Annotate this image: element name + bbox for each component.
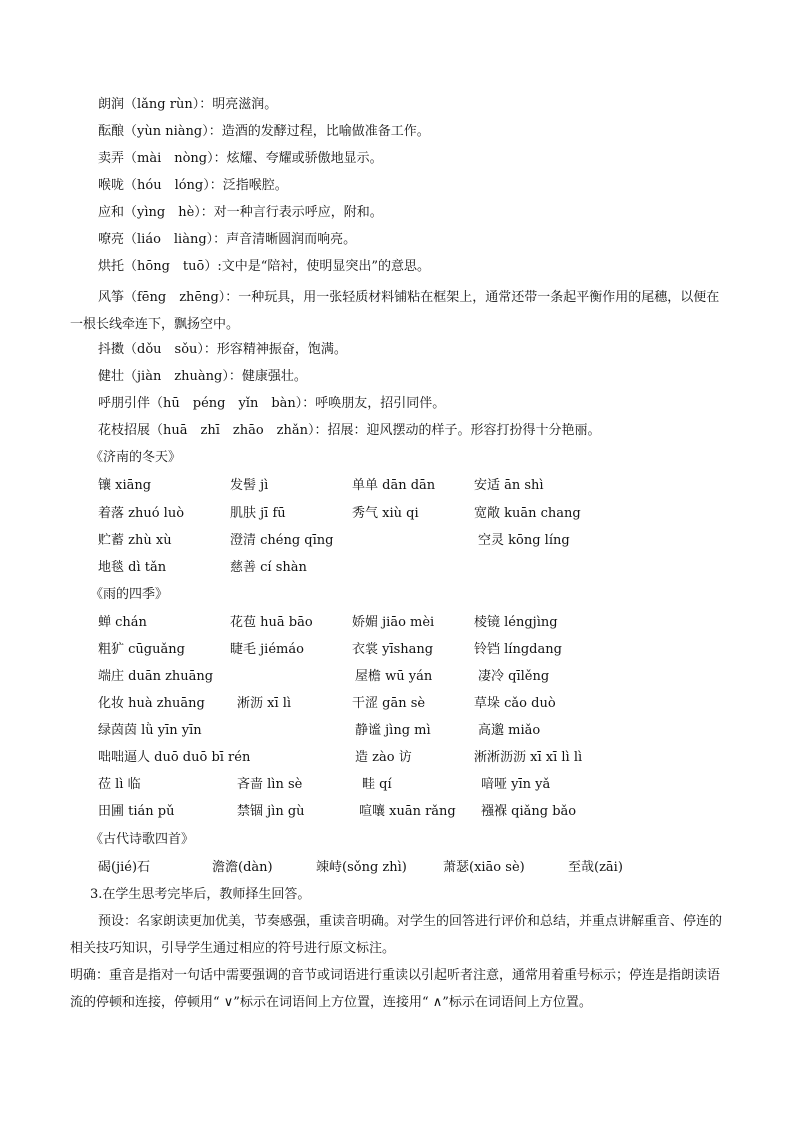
word-entry: 碣(jié)石 — [98, 860, 151, 875]
word-entry: 娇媚 jiāo mèi — [352, 615, 435, 630]
vocab-definition: 风筝（fēng zhēng）：一种玩具，用一张轻质材料铺粘在框架上，通常还带一条起平衡作用的尾穗，以便在一根长线牵连下，飘扬空中。 — [70, 290, 720, 332]
word-entry: 澄清 chéng qīng — [230, 533, 334, 548]
word-entry: 静谧 jìng mì — [355, 723, 431, 738]
word-entry: 淅沥 xī lì — [237, 696, 292, 711]
word-entry: 干涩 gān sè — [352, 696, 426, 711]
word-entry: 吝啬 lìn sè — [237, 777, 303, 792]
word-entry: 粗犷 cūguǎng — [98, 642, 185, 657]
section-title-jinan: 《济南的冬天》 — [90, 450, 182, 465]
word-entry: 端庄 duān zhuāng — [98, 669, 214, 684]
vocab-definition: 烘托（hōng tuō）:文中是“陪衬，使明显突出”的意思。 — [98, 259, 430, 274]
word-entry: 绿茵茵 lǜ yīn yīn — [98, 723, 202, 738]
word-entry: 襁褓 qiǎng bǎo — [481, 804, 577, 819]
vocab-definition: 嘹亮（liáo liàng）：声音清晰圆润而响亮。 — [98, 232, 357, 247]
vocab-definition: 健壮（jiàn zhuàng）：健康强壮。 — [98, 369, 307, 384]
word-entry: 睫毛 jiémáo — [230, 642, 304, 657]
word-entry: 铃铛 língdang — [474, 642, 562, 657]
word-entry: 草垛 cǎo duò — [474, 696, 556, 711]
word-entry: 竦峙(sǒng zhì) — [316, 860, 407, 875]
word-entry: 蝉 chán — [98, 615, 147, 630]
word-entry: 衣裳 yīshang — [352, 642, 434, 657]
word-entry: 喑哑 yīn yǎ — [481, 777, 551, 792]
word-entry: 肌肤 jī fū — [230, 506, 286, 521]
word-entry: 棱镜 léngjìng — [474, 615, 558, 630]
word-entry: 地毯 dì tǎn — [98, 560, 167, 575]
word-entry: 凄冷 qīlěng — [478, 669, 550, 684]
vocab-definition: 酝酿（yùn niàng）：造酒的发酵过程，比喻做准备工作。 — [98, 124, 430, 139]
word-entry: 淅淅沥沥 xī xī lì lì — [474, 750, 583, 765]
word-entry: 禁锢 jìn gù — [237, 804, 305, 819]
word-entry: 安适 ān shì — [474, 478, 544, 493]
word-entry: 田圃 tián pǔ — [98, 804, 175, 819]
preset-paragraph: 预设：名家朗读更加优美，节奏感强，重读音明确。对学生的回答进行评价和总结，并重点讲解重音、停连的相关技巧知识，引导学生通过相应的符号进行原文标注。 — [70, 914, 723, 956]
word-entry: 秀气 xiù qi — [352, 506, 419, 521]
word-entry: 喧嚷 xuān rǎng — [359, 804, 456, 819]
word-entry: 发髻 jì — [230, 478, 269, 493]
word-entry: 萧瑟(xiāo sè) — [443, 860, 525, 875]
word-entry: 屋檐 wū yán — [355, 669, 433, 684]
word-entry: 澹澹(dàn) — [212, 860, 273, 875]
vocab-definition: 朗润（lǎng rùn）：明亮滋润。 — [98, 97, 278, 112]
vocab-definition: 花枝招展（huā zhī zhāo zhǎn）：招展：迎风摆动的样子。形容打扮得十分艳丽。 — [98, 423, 601, 438]
word-entry: 高邈 miǎo — [478, 723, 541, 738]
word-entry: 至哉(zāi) — [568, 860, 623, 875]
word-entry: 化妆 huà zhuāng — [98, 696, 205, 711]
word-entry: 空灵 kōng líng — [478, 533, 570, 548]
word-entry: 慈善 cí shàn — [230, 560, 307, 575]
word-entry: 莅 lì 临 — [98, 777, 141, 792]
teaching-step: 3.在学生思考完毕后，教师择生回答。 — [90, 887, 311, 902]
vocab-definition: 应和（yìng hè）：对一种言行表示呼应，附和。 — [98, 205, 383, 220]
vocab-definition: 喉咙（hóu lóng）：泛指喉腔。 — [98, 178, 288, 193]
section-title-rain: 《雨的四季》 — [90, 587, 169, 602]
word-entry: 贮蓄 zhù xù — [98, 533, 172, 548]
word-entry: 造 zào 访 — [355, 750, 412, 765]
word-entry: 镶 xiāng — [98, 478, 152, 493]
section-title-poems: 《古代诗歌四首》 — [90, 832, 195, 847]
word-entry: 宽敞 kuān chang — [474, 506, 581, 521]
word-entry: 咄咄逼人 duō duō bī rén — [98, 750, 251, 765]
word-entry: 畦 qí — [362, 777, 392, 792]
word-entry: 花苞 huā bāo — [230, 615, 313, 630]
vocab-definition: 卖弄（mài nòng）：炫耀、夸耀或骄傲地显示。 — [98, 151, 383, 166]
word-entry: 着落 zhuó luò — [98, 506, 185, 521]
clarify-paragraph: 明确：重音是指对一句话中需要强调的音节或词语进行重读以引起听者注意，通常用着重号标示；停连是指朗读语流的停顿和连接，停顿用“ ∨”标示在词语间上方位置，连接用“ ∧”标示在词语间上方位置。 — [70, 968, 721, 1010]
word-entry: 单单 dān dān — [352, 478, 436, 493]
vocab-definition: 抖擞（dǒu sǒu）：形容精神振奋，饱满。 — [98, 342, 347, 357]
vocab-definition: 呼朋引伴（hū péng yǐn bàn）：呼唤朋友，招引同伴。 — [98, 396, 446, 411]
